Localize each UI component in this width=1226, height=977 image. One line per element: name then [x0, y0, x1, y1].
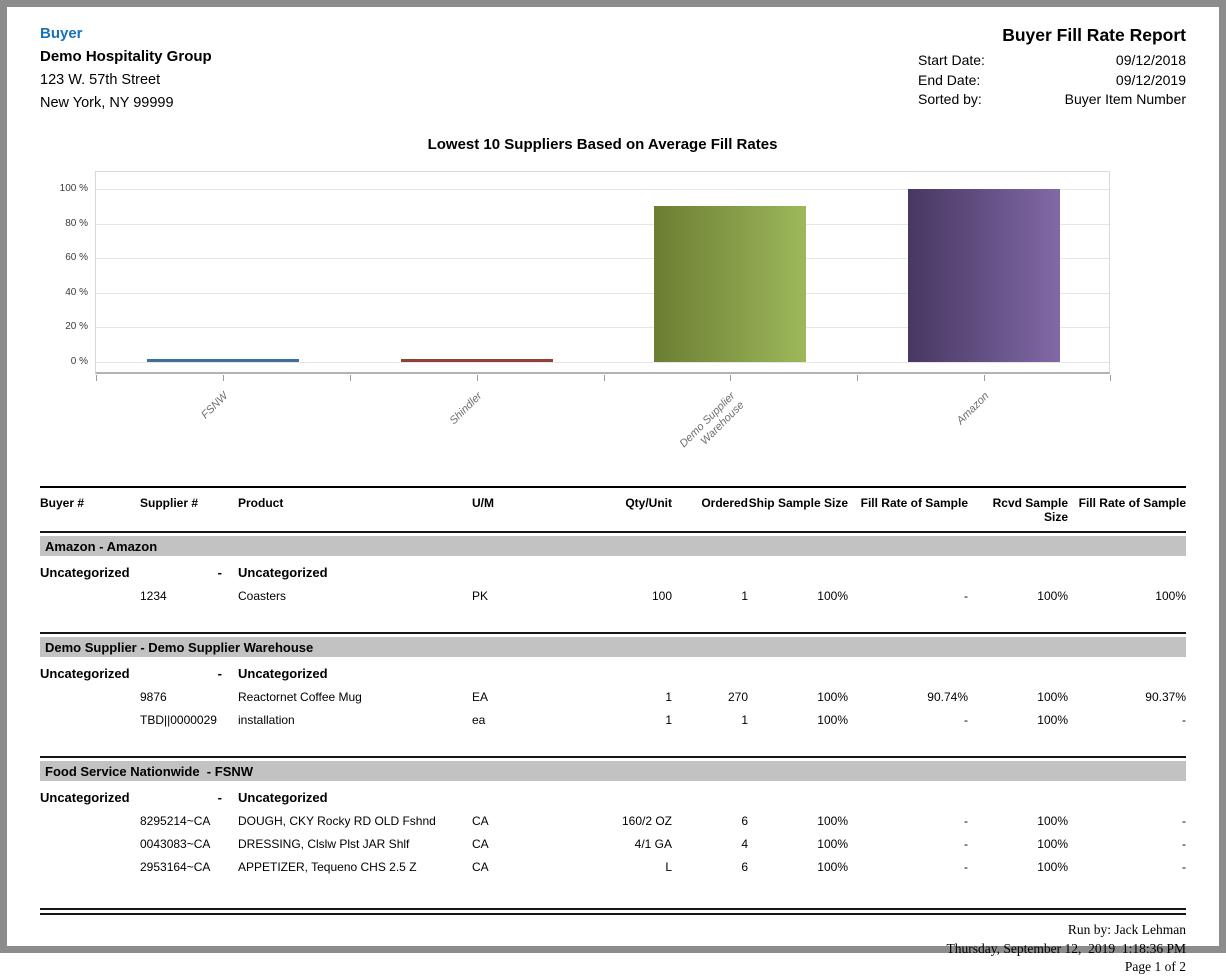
table-row: [40, 860, 1186, 874]
y-axis-tick-label: 40 %: [65, 286, 88, 298]
cell-um: CA: [472, 837, 489, 851]
category-right-label: Uncategorized: [238, 666, 328, 681]
x-axis-tick: [1110, 375, 1111, 381]
cell-ship-sample-size: 100%: [817, 713, 848, 727]
cell-supplier-number: 9876: [140, 690, 167, 704]
cell-fill-rate-of-sample-rcvd: -: [1182, 860, 1186, 874]
category-right-label: Uncategorized: [238, 790, 328, 805]
cell-product: installation: [238, 713, 295, 727]
table-section: [40, 632, 1186, 741]
cell-ordered: 4: [741, 837, 748, 851]
cell-fill-rate-of-sample-ship: -: [964, 713, 968, 727]
cell-buyer-number: [40, 690, 140, 704]
bar-shindler: [401, 359, 553, 362]
cell-qty-unit: 1: [665, 713, 672, 727]
address-line-2: New York, NY 99999: [40, 95, 174, 111]
report-meta-block: [918, 25, 1186, 118]
chart-x-axis-labels: [95, 374, 1110, 466]
cell-qty-unit: 4/1 GA: [634, 837, 672, 851]
category-row: [40, 565, 1186, 580]
chart-plot-area: [59, 171, 1110, 374]
table-row: [40, 837, 1186, 851]
cell-fill-rate-of-sample-rcvd: 100%: [1155, 589, 1186, 603]
cell-buyer-number: [40, 837, 140, 851]
x-axis-label-shindler: Shindler: [447, 390, 485, 428]
bar-demo-supplier-warehouse: [654, 206, 806, 362]
cell-fill-rate-of-sample-ship: -: [964, 589, 968, 603]
cell-fill-rate-of-sample-ship: 90.74%: [927, 690, 968, 704]
cell-ordered: 1: [741, 713, 748, 727]
cell-supplier-number: 1234: [140, 589, 167, 603]
cell-product: Reactornet Coffee Mug: [238, 690, 362, 704]
category-dash: -: [217, 790, 222, 805]
cell-ordered: 6: [741, 814, 748, 828]
cell-um: CA: [472, 860, 489, 874]
run-datetime-line: Thursday, September 12, 2019 1:18:36 PM: [946, 940, 1186, 956]
meta-value: Buyer Item Number: [1064, 91, 1186, 107]
category-left-label: Uncategorized: [40, 666, 130, 681]
x-axis-label-amazon: Amazon: [954, 390, 992, 428]
category-right-label: Uncategorized: [238, 565, 328, 580]
fill-rate-chart: [59, 136, 1110, 466]
section-header-bar: Amazon - Amazon: [40, 536, 1186, 556]
cell-fill-rate-of-sample-rcvd: -: [1182, 713, 1186, 727]
cell-qty-unit: L: [665, 860, 672, 874]
table-header-row: [40, 486, 1186, 531]
cell-product: APPETIZER, Tequeno CHS 2.5 Z: [238, 860, 417, 874]
column-header-ordered: Ordered: [701, 496, 748, 510]
cell-fill-rate-of-sample-rcvd: 90.37%: [1145, 690, 1186, 704]
cell-rcvd-sample-size: 100%: [1037, 837, 1068, 851]
column-header-fill-rate-of-sample-ship: Fill Rate of Sample: [860, 496, 968, 510]
column-header-supplier-number: Supplier #: [140, 496, 199, 510]
cell-ship-sample-size: 100%: [817, 690, 848, 704]
cell-qty-unit: 1: [665, 690, 672, 704]
cell-product: DOUGH, CKY Rocky RD OLD Fshnd: [238, 814, 436, 828]
cell-fill-rate-of-sample-ship: -: [964, 814, 968, 828]
page-number: Page 1 of 2: [1124, 959, 1186, 974]
meta-label: Sorted by:: [918, 91, 982, 107]
category-left-label: Uncategorized: [40, 565, 130, 580]
cell-ship-sample-size: 100%: [817, 814, 848, 828]
meta-label: Start Date:: [918, 52, 985, 68]
gridline: [96, 362, 1109, 363]
address-line-1: 123 W. 57th Street: [40, 72, 161, 88]
category-dash: -: [217, 666, 222, 681]
bar-amazon: [908, 189, 1060, 362]
cell-ordered: 1: [741, 589, 748, 603]
report-footer: [40, 921, 1186, 977]
cell-fill-rate-of-sample-ship: -: [964, 837, 968, 851]
meta-row: [918, 90, 1186, 110]
column-header-fill-rate-of-sample-rcvd: Fill Rate of Sample: [1078, 496, 1186, 510]
cell-buyer-number: [40, 814, 140, 828]
cell-rcvd-sample-size: 100%: [1037, 690, 1068, 704]
category-row: [40, 790, 1186, 805]
cell-um: CA: [472, 814, 489, 828]
table-row: [40, 690, 1186, 704]
y-axis-tick-label: 100 %: [59, 183, 88, 194]
cell-ship-sample-size: 100%: [817, 589, 848, 603]
report-meta-rows: [918, 51, 1186, 110]
cell-supplier-number: 2953164~CA: [140, 860, 211, 874]
run-by-line: Run by: Jack Lehman: [1067, 922, 1186, 937]
bar-fsnw: [147, 359, 299, 362]
section-header-bar: Demo Supplier - Demo Supplier Warehouse: [40, 637, 1186, 657]
cell-ordered: 270: [727, 690, 748, 704]
buyer-address-block: [40, 25, 212, 118]
y-axis-tick-label: 60 %: [65, 252, 88, 264]
cell-supplier-number: TBD||0000029: [140, 713, 217, 727]
cell-ship-sample-size: 100%: [817, 837, 848, 851]
report-title: Buyer Fill Rate Report: [1002, 25, 1186, 45]
table-section: [40, 756, 1186, 888]
meta-value: 09/12/2019: [1115, 71, 1186, 88]
meta-row: [918, 51, 1186, 71]
meta-label: End Date:: [918, 71, 981, 88]
section-header-bar: Food Service Nationwide - FSNW: [40, 761, 1186, 781]
cell-ordered: 6: [741, 860, 748, 874]
meta-row: [918, 71, 1186, 91]
column-header-rcvd-sample-size: Rcvd Sample Size: [992, 496, 1068, 524]
x-axis-label-demo-supplier-warehouse: Demo Supplier Warehouse: [677, 390, 748, 450]
cell-product: DRESSING, Clslw Plst JAR Shlf: [238, 837, 410, 851]
y-axis-tick-label: 80 %: [65, 217, 88, 229]
cell-qty-unit: 160/2 OZ: [621, 814, 672, 828]
company-name: Demo Hospitality Group: [40, 48, 212, 65]
cell-um: PK: [472, 589, 489, 603]
cell-qty-unit: 100: [651, 589, 672, 603]
cell-rcvd-sample-size: 100%: [1037, 589, 1068, 603]
column-header-um: U/M: [472, 496, 494, 510]
cell-buyer-number: [40, 589, 140, 603]
cell-supplier-number: 8295214~CA: [140, 814, 211, 828]
cell-supplier-number: 0043083~CA: [140, 837, 211, 851]
y-axis-tick-label: 0 %: [70, 356, 88, 367]
cell-fill-rate-of-sample-rcvd: -: [1182, 837, 1186, 851]
column-header-buyer-number: Buyer #: [40, 496, 85, 510]
cell-rcvd-sample-size: 100%: [1037, 860, 1068, 874]
buyer-type-label: Buyer: [40, 25, 83, 42]
column-header-ship-sample-size: Ship Sample Size: [748, 496, 848, 510]
table-row: [40, 713, 1186, 727]
fill-rate-table: [40, 486, 1186, 888]
category-row: [40, 666, 1186, 681]
cell-rcvd-sample-size: 100%: [1037, 713, 1068, 727]
table-row: [40, 814, 1186, 828]
x-axis-label-fsnw: FSNW: [198, 390, 231, 422]
cell-fill-rate-of-sample-ship: -: [964, 860, 968, 874]
cell-buyer-number: [40, 860, 140, 874]
table-bottom-double-rule: [40, 908, 1186, 915]
chart-title: Lowest 10 Suppliers Based on Average Fill Rates: [427, 136, 778, 153]
category-dash: -: [217, 565, 222, 580]
meta-value: 09/12/2018: [1115, 52, 1186, 68]
table-row: [40, 589, 1186, 603]
table-section: [40, 531, 1186, 617]
cell-rcvd-sample-size: 100%: [1037, 814, 1068, 828]
cell-ship-sample-size: 100%: [817, 860, 848, 874]
category-left-label: Uncategorized: [40, 790, 130, 805]
cell-um: ea: [472, 713, 486, 727]
cell-fill-rate-of-sample-rcvd: -: [1182, 814, 1186, 828]
column-header-qty-unit: Qty/Unit: [625, 496, 672, 510]
y-axis-tick-label: 20 %: [65, 321, 88, 333]
cell-buyer-number: [40, 713, 140, 727]
column-header-product: Product: [238, 496, 284, 510]
report-header: [40, 25, 1186, 118]
cell-product: Coasters: [238, 589, 287, 603]
cell-um: EA: [472, 690, 489, 704]
